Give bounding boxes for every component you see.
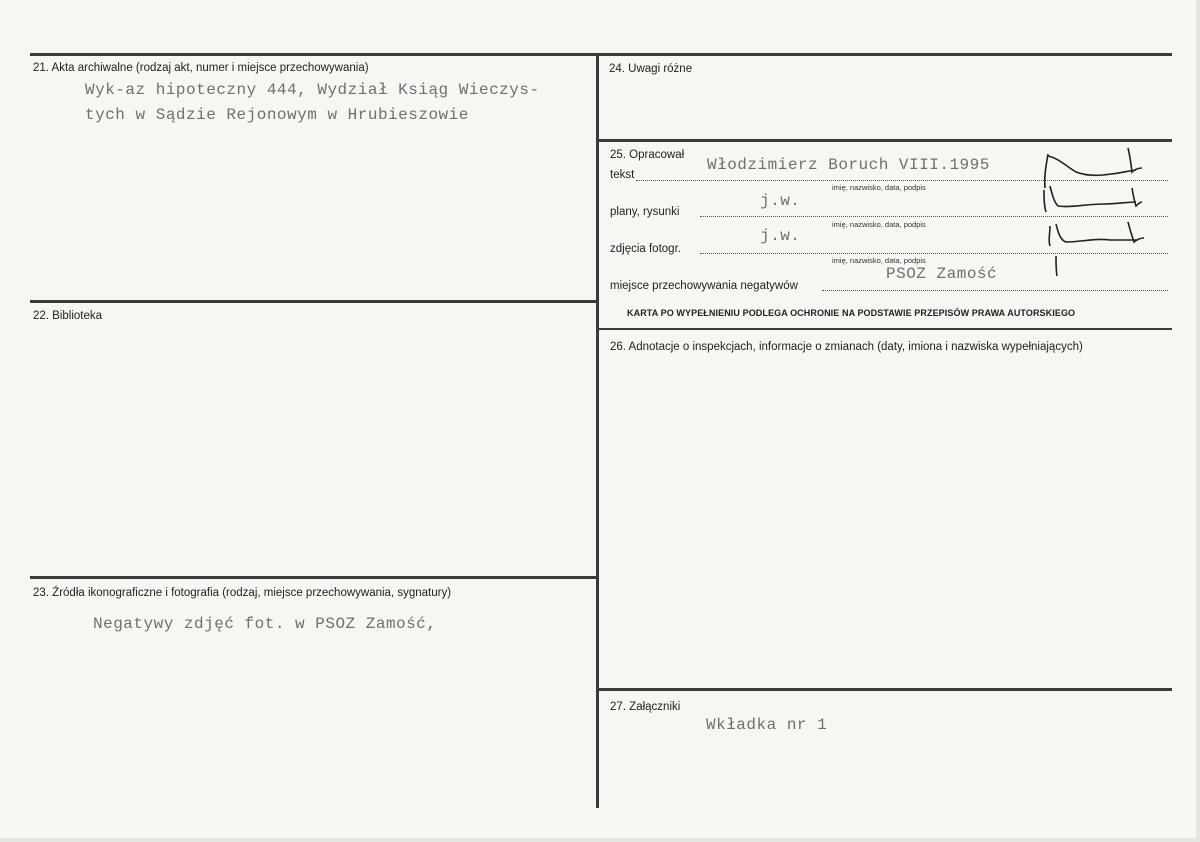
zdjecia-value: j.w. <box>760 227 801 245</box>
section-22-label: 22. Biblioteka <box>33 310 103 322</box>
section-23-line-1: Negatywy zdjęć fot. w PSOZ Zamość, <box>93 615 437 633</box>
copyright-notice: KARTA PO WYPEŁNIENIU PODLEGA OCHRONIE NA PODSTAWIE PRZEPISÓW PRAWA AUTORSKIEGO <box>627 308 1076 318</box>
section-24-label: 24. Uwagi różne <box>609 63 693 75</box>
section-21-label: 21. Akta archiwalne (rodzaj akt, numer i miejsce przechowywania) <box>33 62 369 74</box>
plany-label: plany, rysunki <box>610 206 680 218</box>
tekst-caption: imię, nazwisko, data, podpis <box>832 183 926 192</box>
rule-25-top <box>598 139 1172 142</box>
section-26-label: 26. Adnotacje o inspekcjach, informacje o zmianach (daty, imiona i nazwiska wypełniających) <box>610 341 1083 353</box>
signature-zdjecia <box>1040 220 1150 280</box>
top-rule-right <box>598 53 1172 56</box>
section-27-value: Wkładka nr 1 <box>706 716 828 734</box>
miejsce-dotted-line <box>822 290 1168 291</box>
section-23-label: 23. Źródła ikonograficzne i fotografia (rodzaj, miejsce przechowywania, sygnatury) <box>33 587 452 599</box>
right-paper-edge <box>1196 0 1200 842</box>
section-21-line-2: tych w Sądzie Rejonowym w Hrubieszowie <box>85 106 469 124</box>
center-divider <box>596 53 599 808</box>
section-25-label: 25. Opracował <box>610 149 685 161</box>
zdjecia-caption: imię, nazwisko, data, podpis <box>832 256 926 265</box>
signature-plany <box>1036 182 1146 222</box>
zdjecia-label: zdjęcia fotogr. <box>610 243 681 255</box>
rule-26-top <box>598 328 1172 330</box>
top-rule-left <box>30 53 598 56</box>
rule-23-top <box>30 576 598 579</box>
plany-caption: imię, nazwisko, data, podpis <box>832 220 926 229</box>
tekst-label: tekst <box>610 169 635 181</box>
bottom-paper-edge <box>0 838 1200 842</box>
miejsce-value: PSOZ Zamość <box>886 265 998 283</box>
rule-22-top <box>30 300 598 303</box>
section-21-line-1: Wyk-az hipoteczny 444, Wydział Ksiąg Wieczys- <box>85 81 540 99</box>
miejsce-label: miejsce przechowywania negatywów <box>610 280 798 292</box>
rule-27-top <box>598 688 1172 691</box>
plany-value: j.w. <box>760 192 801 210</box>
section-27-label: 27. Załączniki <box>610 701 681 713</box>
tekst-value: Włodzimierz Boruch VIII.1995 <box>707 156 990 174</box>
